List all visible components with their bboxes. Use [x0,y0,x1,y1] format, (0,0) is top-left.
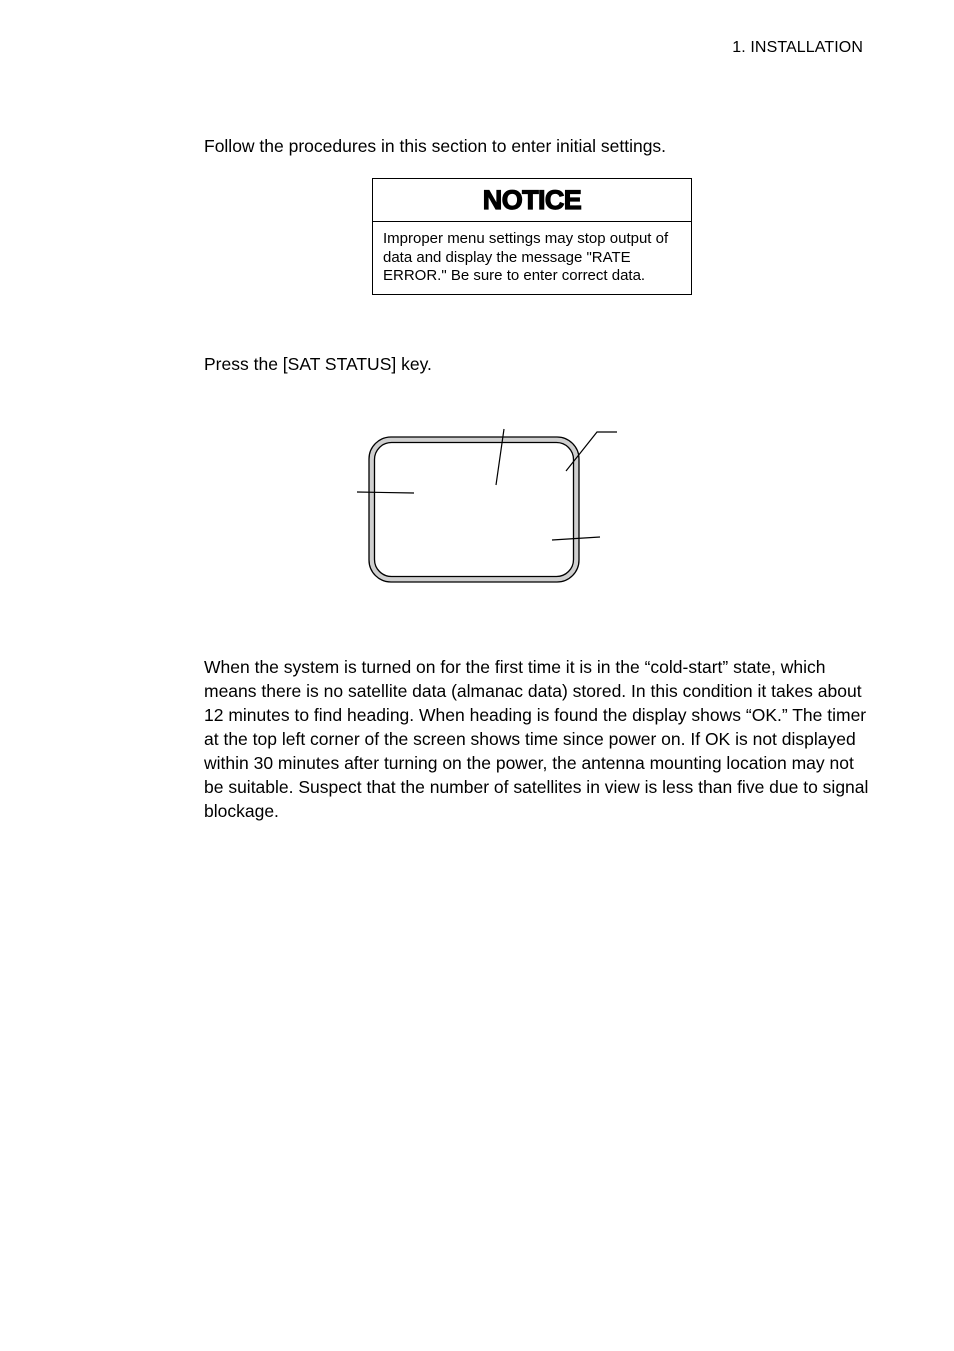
notice-body-text: Improper menu settings may stop output of data and display the message "RATE ERROR." Be sure to enter correct data. [383,230,669,284]
sat-status-screen-diagram [350,425,630,595]
cold-start-description: When the system is turned on for the first time it is in the “cold-start” state, which means there is no satellite data (almanac data) stored. In this condition it takes about 12 minutes to find heading. When heading is found the display shows “OK.” The timer at the top left corner of the screen shows time since power on. If OK is not displayed within 30 minutes after turning on the power, the antenna mounting location may not be suitable. Suspect that the number of satellites in view is less than five due to signal blockage. [204,657,869,821]
notice-title: NOTICE [482,184,582,215]
page-section-header: 1. INSTALLATION [732,39,863,56]
step-instruction: Press the [SAT STATUS] key. [204,354,432,374]
screen-display-area [375,443,574,577]
notice-box [372,178,692,295]
intro-paragraph: Follow the procedures in this section to enter initial settings. [204,136,667,156]
notice-header [373,179,691,222]
